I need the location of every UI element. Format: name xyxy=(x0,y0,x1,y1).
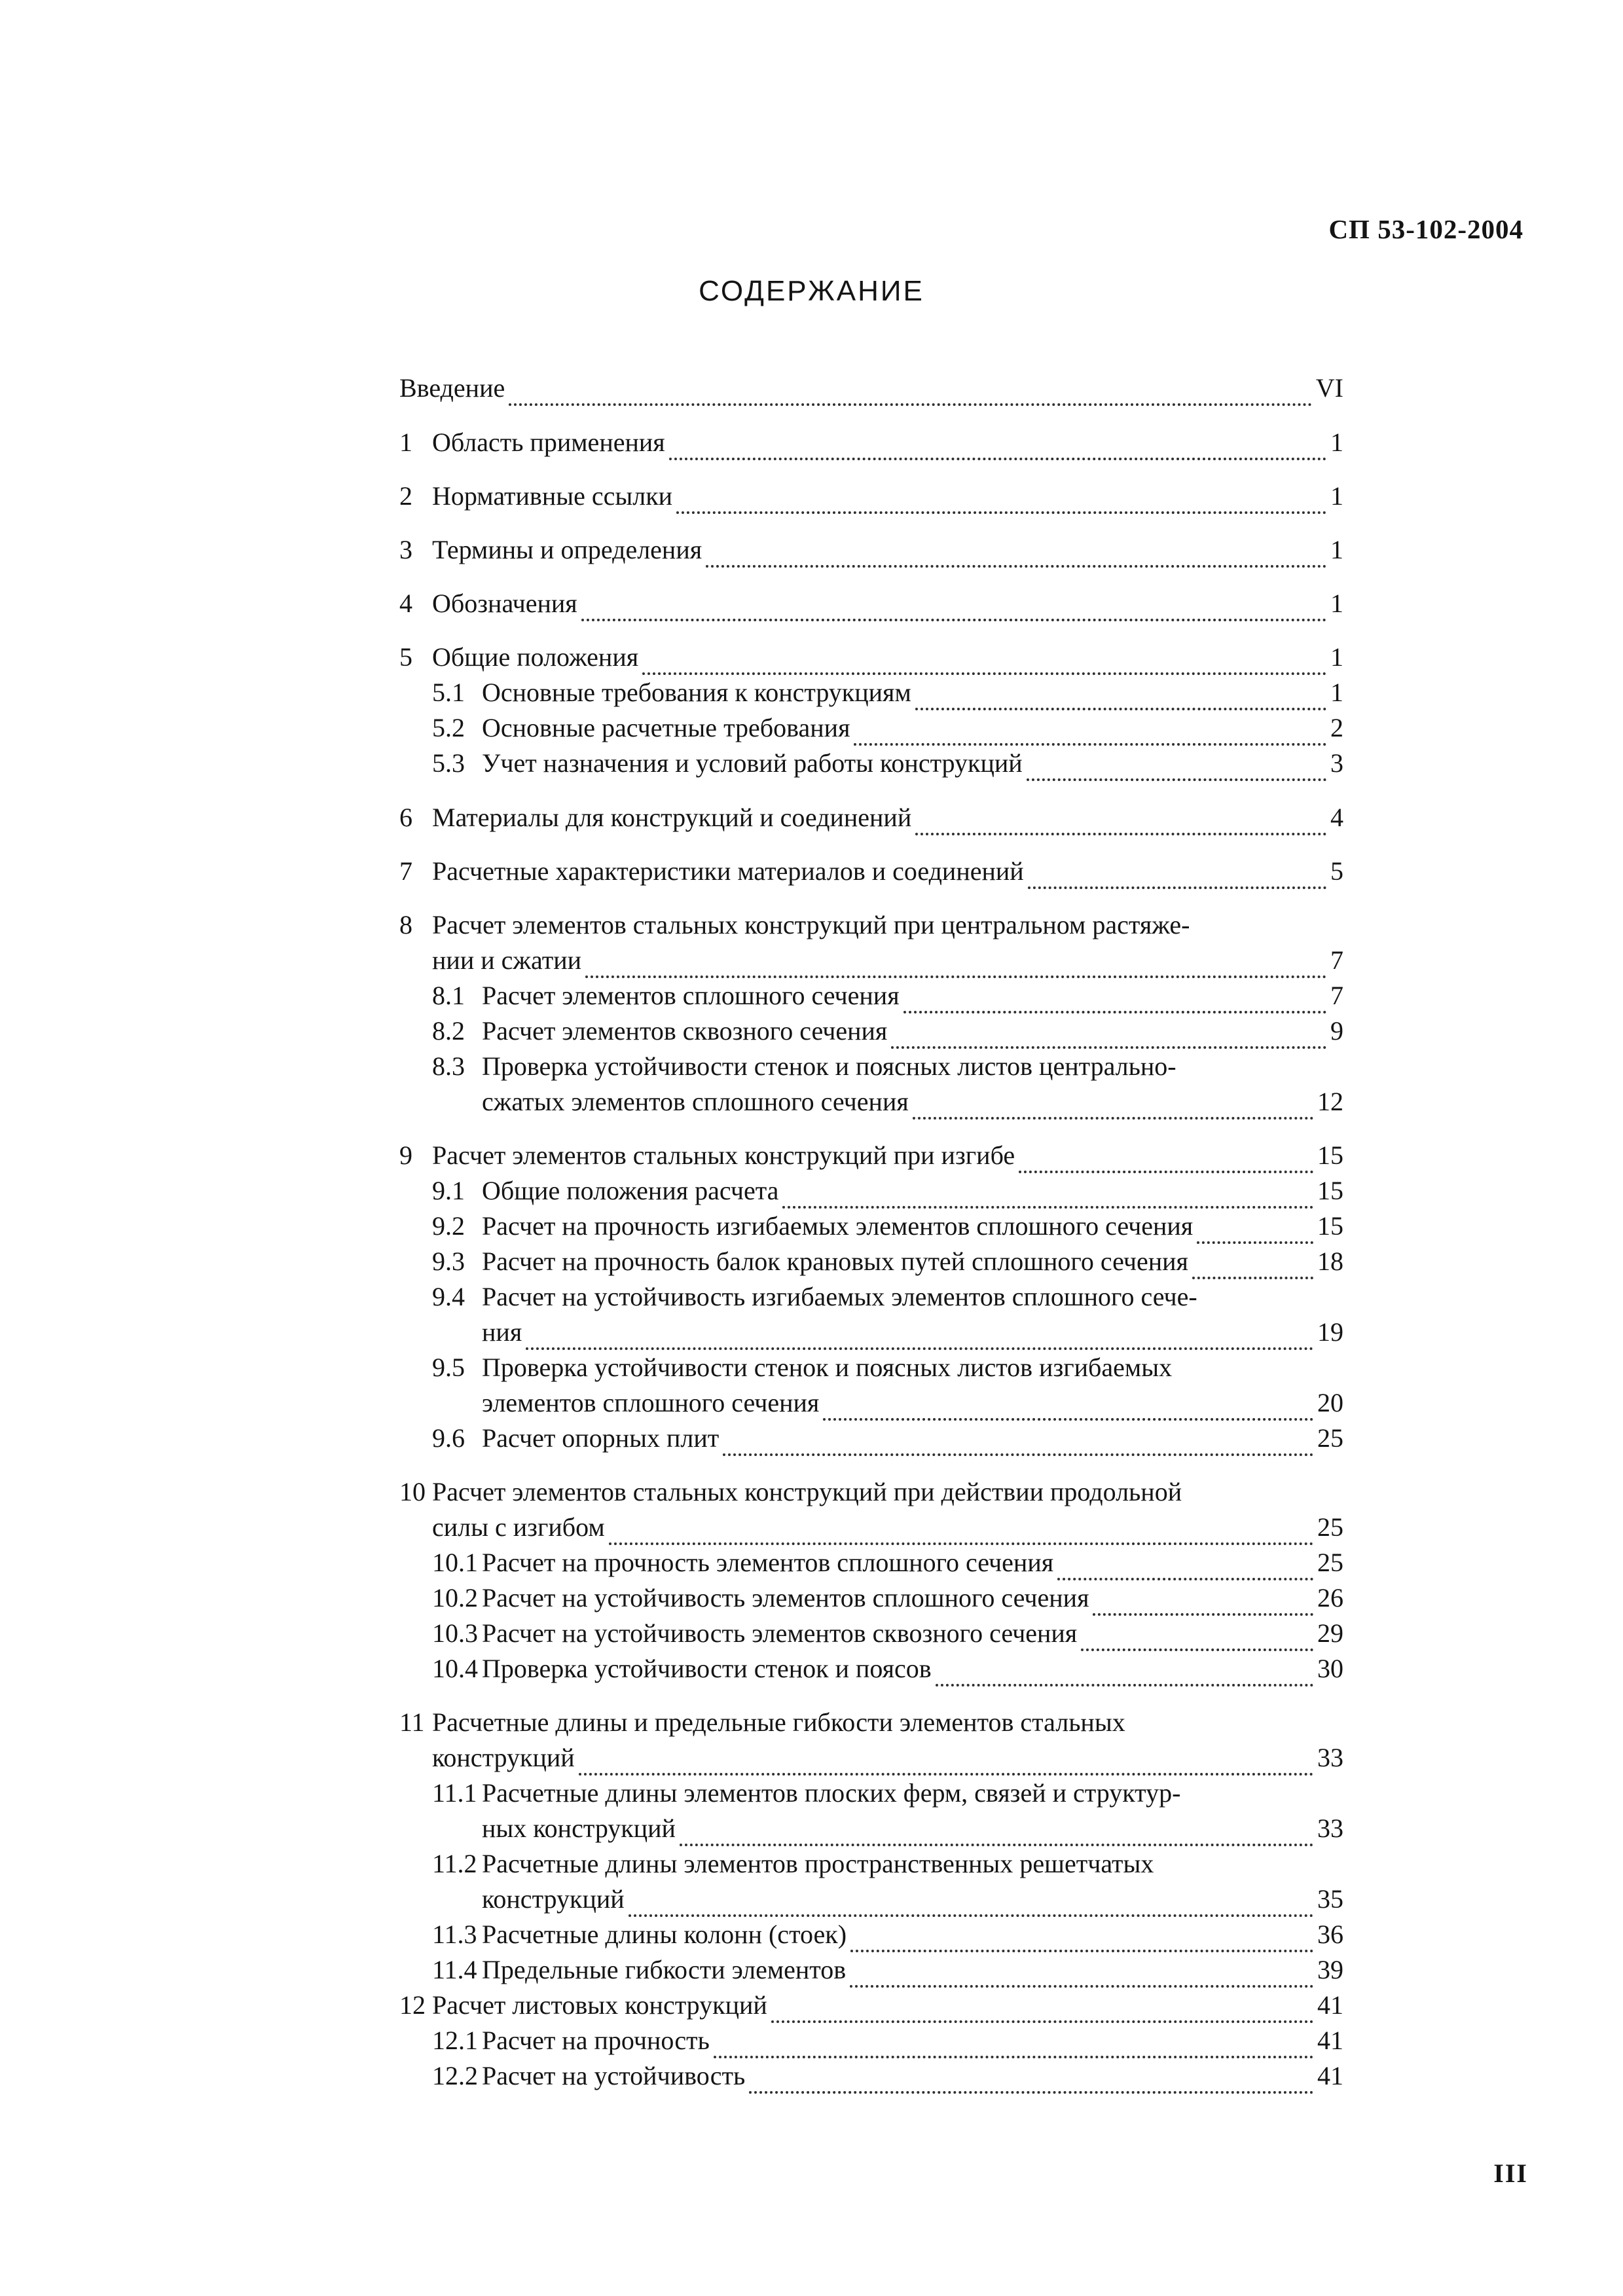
toc-entry-page: 25 xyxy=(1317,1423,1343,1453)
toc-entry[interactable] xyxy=(399,800,1343,835)
toc-entry[interactable] xyxy=(399,425,1343,460)
toc-entry-title-line: Расчет на прочность элементов сплошного сечения xyxy=(482,1548,1054,1577)
toc-entry-title-line: конструкций xyxy=(432,1743,575,1772)
toc-entry-number: 1 xyxy=(399,428,412,457)
table-of-contents xyxy=(399,371,1343,2094)
toc-entry-title-line: Область применения xyxy=(432,428,665,457)
toc-entry[interactable] xyxy=(399,1917,1343,1952)
toc-entry-page: 15 xyxy=(1317,1211,1343,1241)
toc-entry-number: 5.2 xyxy=(432,713,465,742)
page-title: СОДЕРЖАНИЕ xyxy=(699,275,924,307)
dot-leader xyxy=(771,1998,1313,2023)
dot-leader xyxy=(891,1024,1326,1049)
toc-entry-page: 33 xyxy=(1317,1813,1343,1843)
toc-entry-title-line: Нормативные ссылки xyxy=(432,481,673,511)
toc-entry-title-line: Расчет на устойчивость изгибаемых элементов сплошного сече- xyxy=(482,1282,1197,1311)
toc-entry-title-line: Расчет на прочность xyxy=(482,2026,710,2055)
toc-entry-title-line: элементов сплошного сечения xyxy=(482,1388,820,1417)
toc-entry[interactable] xyxy=(399,532,1343,568)
dot-leader xyxy=(1081,1626,1313,1651)
dot-leader xyxy=(854,721,1326,746)
toc-entry[interactable] xyxy=(399,1651,1343,1686)
dot-leader xyxy=(526,1325,1313,1350)
toc-entry-title-line: Учет назначения и условий работы конструкций xyxy=(482,748,1023,778)
toc-entry-number: 10.2 xyxy=(432,1583,478,1613)
dot-leader xyxy=(1192,1254,1313,1279)
toc-entry[interactable] xyxy=(399,1846,1343,1917)
dot-leader xyxy=(850,1963,1313,1988)
toc-entry-number: 5.3 xyxy=(432,748,465,778)
toc-entry-page: 4 xyxy=(1330,803,1343,832)
toc-entry-number: 9.2 xyxy=(432,1211,465,1241)
toc-entry-page: 25 xyxy=(1317,1512,1343,1542)
toc-entry[interactable] xyxy=(399,907,1343,978)
toc-entry[interactable] xyxy=(399,854,1343,889)
dot-leader xyxy=(913,1095,1313,1120)
toc-entry[interactable] xyxy=(399,586,1343,621)
toc-entry[interactable] xyxy=(399,1049,1343,1120)
toc-entry-title-line: Расчет на прочность балок крановых путей сплошного сечения xyxy=(482,1247,1188,1276)
toc-entry-page: 1 xyxy=(1330,481,1343,511)
toc-entry-title-line: Проверка устойчивости стенок и поясов xyxy=(482,1654,932,1683)
toc-entry-page: 9 xyxy=(1330,1016,1343,1046)
toc-entry-number: 8.1 xyxy=(432,981,465,1010)
toc-entry-page: 7 xyxy=(1330,981,1343,1010)
toc-entry-number: 5 xyxy=(399,642,412,672)
dot-leader xyxy=(850,1927,1313,1952)
toc-entry-number: 12.2 xyxy=(432,2061,478,2090)
toc-entry-page: 25 xyxy=(1317,1548,1343,1577)
toc-entry-number: 9 xyxy=(399,1140,412,1170)
toc-entry[interactable] xyxy=(399,1244,1343,1279)
toc-entry-page: 26 xyxy=(1317,1583,1343,1613)
toc-entry[interactable] xyxy=(399,1580,1343,1616)
dot-leader xyxy=(581,596,1326,621)
toc-entry-page: 7 xyxy=(1330,945,1343,975)
dot-leader xyxy=(915,685,1326,710)
toc-entry-title-line: Расчетные длины элементов плоских ферм, связей и структур- xyxy=(482,1778,1181,1808)
toc-entry-number: 10.1 xyxy=(432,1548,478,1577)
dot-leader xyxy=(706,543,1326,568)
dot-leader xyxy=(642,650,1326,675)
toc-entry-title-line: Термины и определения xyxy=(432,535,702,564)
toc-entry-number: 11.1 xyxy=(432,1778,477,1808)
toc-entry[interactable] xyxy=(399,710,1343,746)
toc-entry-title-line: Расчет на устойчивость элементов сквозного сечения xyxy=(482,1618,1078,1648)
toc-entry-number: 8 xyxy=(399,910,412,939)
dot-leader xyxy=(915,811,1326,835)
dot-leader xyxy=(1057,1556,1313,1580)
toc-entry[interactable] xyxy=(399,1209,1343,1244)
toc-entry-title-line: Проверка устойчивости стенок и поясных листов изгибаемых xyxy=(482,1353,1173,1382)
toc-entry-title-line: Расчет опорных плит xyxy=(482,1423,720,1453)
toc-entry-title-line: Расчетные длины колонн (стоек) xyxy=(482,1920,847,1949)
toc-entry-number: 12 xyxy=(399,1990,426,2020)
toc-entry-title-line: Расчетные длины элементов пространственных решетчатых xyxy=(482,1849,1154,1878)
toc-entry-number: 9.3 xyxy=(432,1247,465,1276)
toc-entry-title-line: Расчет элементов сплошного сечения xyxy=(482,981,900,1010)
toc-entry-title-line: Проверка устойчивости стенок и поясных листов центрально- xyxy=(482,1051,1176,1081)
toc-entry-page: 1 xyxy=(1330,535,1343,564)
toc-entry-number: 7 xyxy=(399,856,412,886)
toc-entry-title-line: Введение xyxy=(399,373,505,403)
dot-leader xyxy=(749,2069,1313,2094)
dot-leader xyxy=(585,953,1326,978)
toc-entry-page: 3 xyxy=(1330,748,1343,778)
toc-entry-number: 6 xyxy=(399,803,412,832)
toc-entry-page: 36 xyxy=(1317,1920,1343,1949)
toc-entry-number: 8.3 xyxy=(432,1051,465,1081)
toc-entry[interactable] xyxy=(399,1013,1343,1049)
dot-leader xyxy=(1028,864,1326,889)
toc-entry-page: 1 xyxy=(1330,589,1343,618)
toc-entry-page: 33 xyxy=(1317,1743,1343,1772)
toc-entry-title-line: Общие положения xyxy=(432,642,639,672)
toc-entry-title-line: Расчет листовых конструкций xyxy=(432,1990,767,2020)
toc-entry-number: 12.1 xyxy=(432,2026,478,2055)
toc-entry[interactable] xyxy=(399,1705,1343,1776)
toc-entry[interactable] xyxy=(399,746,1343,781)
toc-entry-title-line: Расчетные характеристики материалов и соединений xyxy=(432,856,1024,886)
toc-entry[interactable] xyxy=(399,1616,1343,1651)
toc-entry-page: 29 xyxy=(1317,1618,1343,1648)
dot-leader xyxy=(629,1892,1313,1917)
toc-entry-title-line: Основные расчетные требования xyxy=(482,713,850,742)
toc-entry[interactable] xyxy=(399,2023,1343,2058)
toc-entry-page: 15 xyxy=(1317,1176,1343,1205)
toc-entry-page: 39 xyxy=(1317,1955,1343,1984)
toc-entry-page: 2 xyxy=(1330,713,1343,742)
toc-entry-number: 8.2 xyxy=(432,1016,465,1046)
toc-entry-number: 4 xyxy=(399,589,412,618)
dot-leader xyxy=(1197,1219,1313,1244)
dot-leader xyxy=(609,1520,1313,1545)
toc-entry-title-line: ния xyxy=(482,1317,522,1347)
toc-entry-page: 1 xyxy=(1330,642,1343,672)
toc-entry[interactable] xyxy=(399,1421,1343,1456)
toc-entry-page: 20 xyxy=(1317,1388,1343,1417)
toc-entry-page: 19 xyxy=(1317,1317,1343,1347)
toc-entry-page: 5 xyxy=(1330,856,1343,886)
dot-leader xyxy=(823,1396,1313,1421)
toc-entry-number: 9.1 xyxy=(432,1176,465,1205)
toc-entry-page: 15 xyxy=(1317,1140,1343,1170)
toc-entry-title-line: Расчет элементов сквозного сечения xyxy=(482,1016,888,1046)
toc-entry-number: 9.5 xyxy=(432,1353,465,1382)
toc-entry[interactable] xyxy=(399,675,1343,710)
toc-entry[interactable] xyxy=(399,1474,1343,1545)
toc-entry-title-line: Расчетные длины и предельные гибкости элементов стальных xyxy=(432,1707,1125,1737)
dot-leader xyxy=(723,1431,1313,1456)
toc-entry[interactable] xyxy=(399,1173,1343,1209)
dot-leader xyxy=(1027,756,1326,781)
toc-entry-title-line: Материалы для конструкций и соединений xyxy=(432,803,912,832)
toc-entry[interactable] xyxy=(399,1279,1343,1350)
dot-leader xyxy=(1019,1148,1313,1173)
toc-entry-title-line: Расчет элементов стальных конструкций при центральном растяже- xyxy=(432,910,1190,939)
toc-entry-number: 2 xyxy=(399,481,412,511)
toc-entry-title-line: Расчет элементов стальных конструкций при изгибе xyxy=(432,1140,1015,1170)
dot-leader xyxy=(1093,1591,1313,1616)
toc-entry-title-line: Расчет на устойчивость xyxy=(482,2061,746,2090)
toc-entry[interactable] xyxy=(399,2058,1343,2094)
toc-entry-title-line: конструкций xyxy=(482,1884,625,1914)
toc-entry-number: 9.6 xyxy=(432,1423,465,1453)
toc-entry-title-line: ных конструкций xyxy=(482,1813,676,1843)
toc-entry-number: 9.4 xyxy=(432,1282,465,1311)
dot-leader xyxy=(903,989,1326,1013)
toc-entry-page: 1 xyxy=(1330,678,1343,707)
document-code: СП 53-102-2004 xyxy=(1328,214,1523,244)
toc-entry-number: 11 xyxy=(399,1707,425,1737)
toc-entry-page: 41 xyxy=(1317,2026,1343,2055)
dot-leader xyxy=(782,1184,1313,1209)
toc-entry-number: 10 xyxy=(399,1477,426,1506)
toc-entry-title-line: Расчет элементов стальных конструкций при действии продольной xyxy=(432,1477,1182,1506)
toc-entry[interactable] xyxy=(399,978,1343,1013)
toc-entry[interactable] xyxy=(399,1988,1343,2023)
toc-entry-title-line: Расчет на устойчивость элементов сплошного сечения xyxy=(482,1583,1089,1613)
dot-leader xyxy=(714,2033,1313,2058)
dot-leader xyxy=(680,1821,1313,1846)
toc-entry[interactable] xyxy=(399,1350,1343,1421)
toc-entry[interactable] xyxy=(399,1138,1343,1173)
toc-entry[interactable] xyxy=(399,1952,1343,1988)
dot-leader xyxy=(676,489,1326,514)
toc-entry-page: 35 xyxy=(1317,1884,1343,1914)
toc-entry[interactable] xyxy=(399,1776,1343,1846)
toc-entry-number: 3 xyxy=(399,535,412,564)
dot-leader xyxy=(579,1751,1313,1776)
dot-leader xyxy=(669,435,1326,460)
toc-entry-number: 11.3 xyxy=(432,1920,477,1949)
toc-entry-title-line: нии и сжатии xyxy=(432,945,582,975)
toc-entry-title-line: Предельные гибкости элементов xyxy=(482,1955,847,1984)
page-number: III xyxy=(1493,2159,1528,2188)
toc-entry-page: 30 xyxy=(1317,1654,1343,1683)
toc-entry[interactable] xyxy=(399,371,1343,406)
toc-entry-title-line: сжатых элементов сплошного сечения xyxy=(482,1087,909,1116)
toc-entry-number: 10.4 xyxy=(432,1654,478,1683)
dot-leader xyxy=(936,1662,1313,1686)
toc-entry-title-line: Обозначения xyxy=(432,589,577,618)
toc-entry-page: 12 xyxy=(1317,1087,1343,1116)
toc-entry-title-line: силы с изгибом xyxy=(432,1512,605,1542)
toc-entry-number: 11.4 xyxy=(432,1955,477,1984)
toc-entry-page: 18 xyxy=(1317,1247,1343,1276)
toc-entry-number: 10.3 xyxy=(432,1618,478,1648)
dot-leader xyxy=(509,381,1312,406)
toc-entry-number: 11.2 xyxy=(432,1849,477,1878)
toc-entry-number: 5.1 xyxy=(432,678,465,707)
toc-entry[interactable] xyxy=(399,640,1343,675)
toc-entry-page: 41 xyxy=(1317,1990,1343,2020)
toc-entry-title-line: Расчет на прочность изгибаемых элементов сплошного сечения xyxy=(482,1211,1194,1241)
toc-entry[interactable] xyxy=(399,479,1343,514)
toc-entry-page: 41 xyxy=(1317,2061,1343,2090)
toc-entry-title-line: Общие положения расчета xyxy=(482,1176,779,1205)
toc-entry-page: 1 xyxy=(1330,428,1343,457)
toc-entry[interactable] xyxy=(399,1545,1343,1580)
toc-entry-title-line: Основные требования к конструкциям xyxy=(482,678,911,707)
toc-entry-page: VI xyxy=(1315,373,1343,403)
